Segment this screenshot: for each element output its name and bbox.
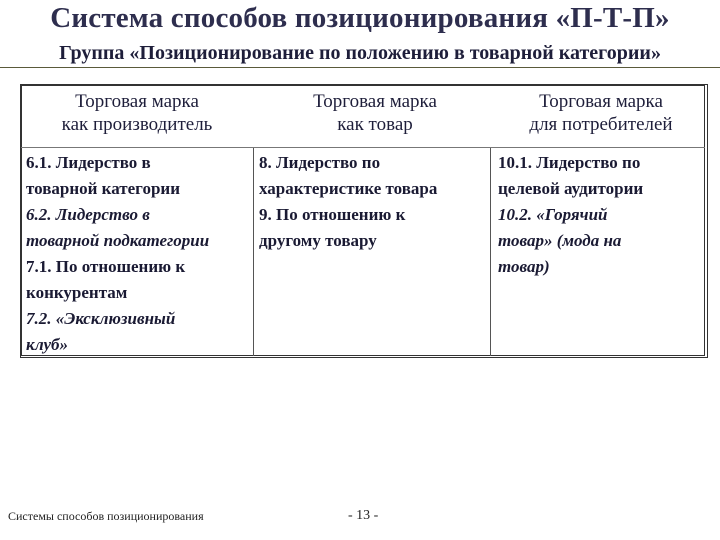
list-item: товарной категории [26,179,181,198]
list-item: 6.2. Лидерство в [26,205,150,224]
list-item: 6.1. Лидерство в [26,153,151,172]
list-item: товар» (мода на [498,231,622,250]
list-item: клуб» [26,335,68,354]
slide-title: Система способов позиционирования «П-Т-П» [50,2,670,34]
header-line: как производитель [61,114,213,135]
list-item: 10.1. Лидерство по [498,153,641,172]
header-line: как товар [337,114,413,135]
column-divider [490,148,491,356]
table-cell-consumers [498,150,700,280]
list-item: 8. Лидерство по [259,153,381,172]
slide-subtitle: Группа «Позиционирование по положению в товарной категории» [59,42,661,64]
table-cell-product [259,150,487,254]
title-divider [0,67,720,68]
list-item: 9. По отношению к [259,205,406,224]
table-cell-producer [26,150,250,358]
page-number: - 13 - [348,508,379,523]
list-item: другому товару [259,231,377,250]
header-divider [21,147,705,148]
list-item: 7.2. «Эксклюзивный [26,309,176,328]
table-header-row [21,86,705,146]
header-cell-consumers [497,90,705,136]
column-divider [253,148,254,356]
header-cell-producer [21,90,253,136]
list-item: товар) [498,257,550,276]
list-item: конкурентам [26,283,128,302]
list-item: 7.1. По отношению к [26,257,186,276]
list-item: целевой аудитории [498,179,644,198]
list-item: товарной подкатегории [26,231,210,250]
header-cell-product [253,90,497,136]
header-line: Торговая марка [313,91,437,112]
footer-caption: Системы способов позиционирования [8,509,204,523]
header-line: для потребителей [529,114,673,135]
header-line: Торговая марка [75,91,199,112]
list-item: характеристике товара [259,179,438,198]
list-item: 10.2. «Горячий [498,205,608,224]
header-line: Торговая марка [539,91,663,112]
